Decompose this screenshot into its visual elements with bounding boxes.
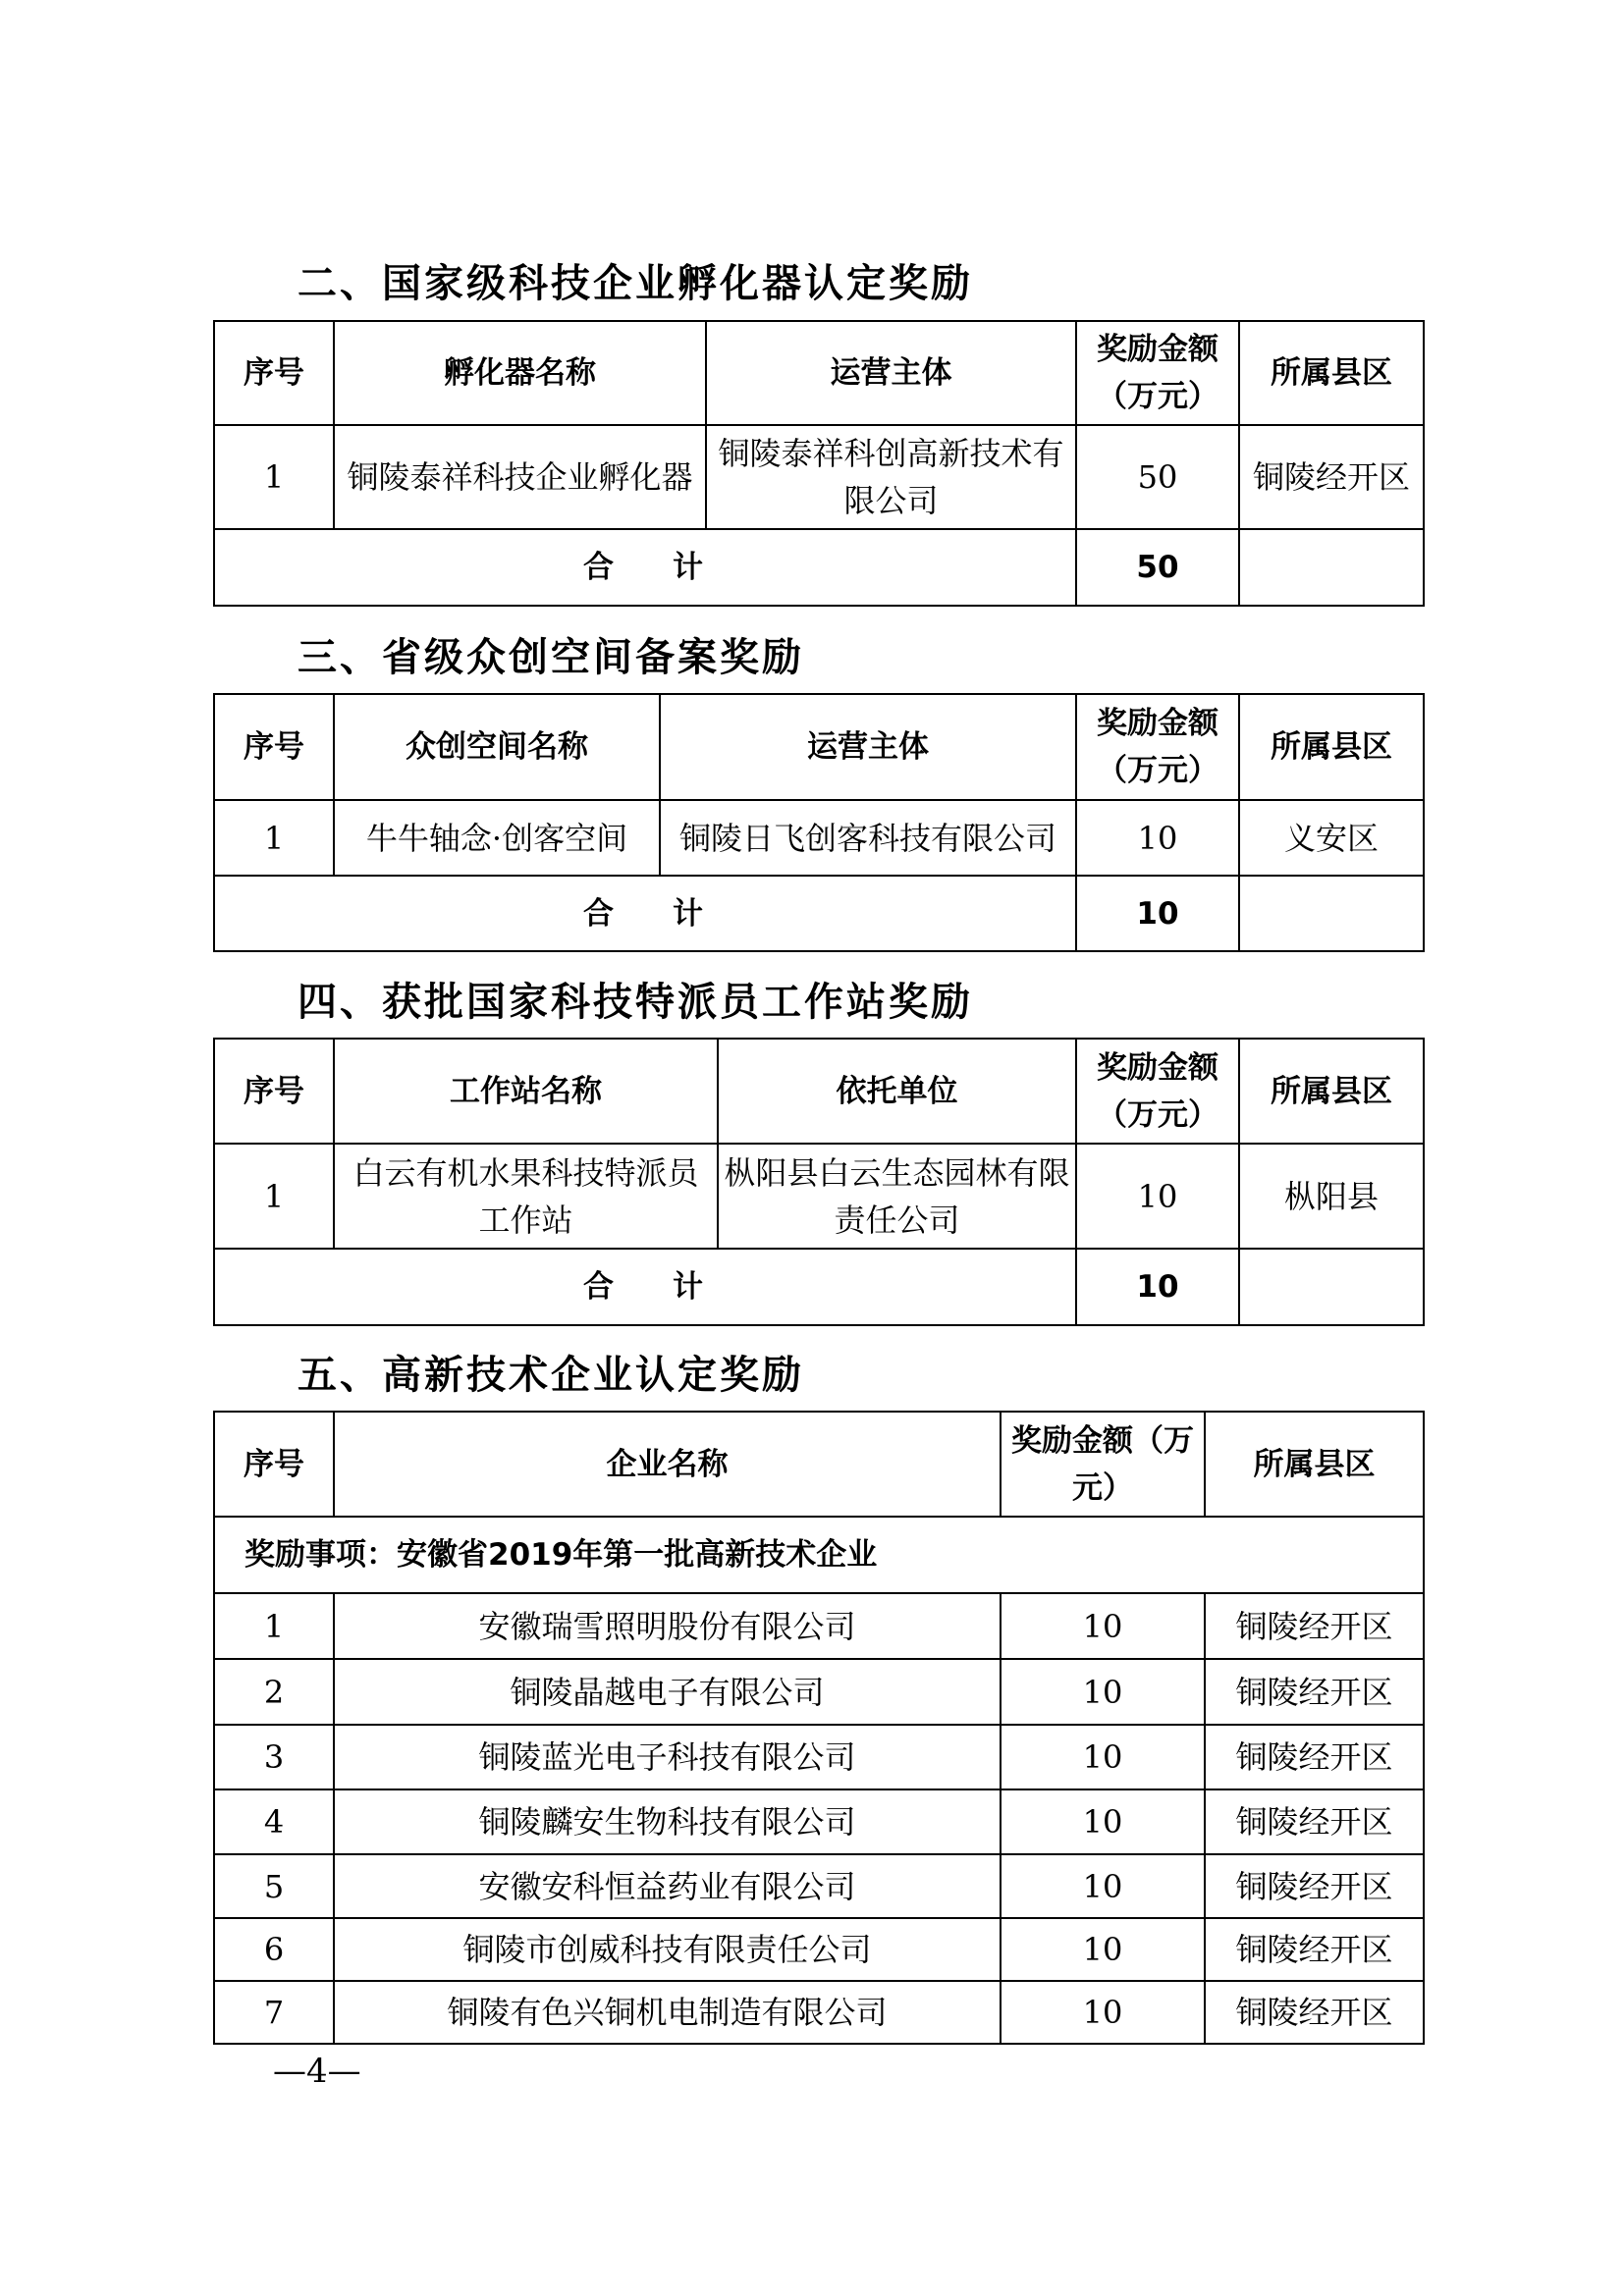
workstation-table <box>213 1038 1425 1326</box>
header-cell: 奖励金额（万元） <box>1076 1039 1239 1144</box>
row-number: 1 <box>214 800 334 876</box>
total-label: 合计 <box>214 529 1076 606</box>
operator-name: 铜陵泰祥科创高新技术有限公司 <box>706 425 1076 529</box>
header-cell: 序号 <box>214 1039 334 1144</box>
section-title-incubator: 二、国家级科技企业孵化器认定奖励 <box>298 261 973 306</box>
district: 铜陵经开区 <box>1205 1918 1424 1981</box>
header-cell: 运营主体 <box>660 694 1076 800</box>
district: 铜陵经开区 <box>1205 1981 1424 2044</box>
maker-space-name: 牛牛轴念·创客空间 <box>334 800 660 876</box>
header-cell: 奖励金额（万元） <box>1076 694 1239 800</box>
header-cell: 众创空间名称 <box>334 694 660 800</box>
table-row <box>214 1659 1424 1725</box>
row-number: 7 <box>214 1981 334 2044</box>
award-amount: 10 <box>1076 1144 1239 1249</box>
row-number: 3 <box>214 1725 334 1789</box>
award-amount: 10 <box>1001 1981 1205 2044</box>
header-cell: 孵化器名称 <box>334 321 706 425</box>
table-header-row <box>214 321 1424 425</box>
row-number: 1 <box>214 1144 334 1249</box>
header-cell: 所属县区 <box>1239 1039 1424 1144</box>
table-row <box>214 1854 1424 1918</box>
header-cell: 序号 <box>214 321 334 425</box>
maker-space-table <box>213 693 1425 952</box>
total-row <box>214 529 1424 606</box>
header-cell: 所属县区 <box>1205 1412 1424 1517</box>
district: 铜陵经开区 <box>1205 1659 1424 1725</box>
total-amount: 50 <box>1076 529 1239 606</box>
incubator-table <box>213 320 1425 607</box>
district: 铜陵经开区 <box>1205 1593 1424 1659</box>
header-cell: 序号 <box>214 694 334 800</box>
row-number: 2 <box>214 1659 334 1725</box>
award-amount: 10 <box>1001 1725 1205 1789</box>
row-number: 1 <box>214 425 334 529</box>
total-amount: 10 <box>1076 876 1239 951</box>
district: 铜陵经开区 <box>1205 1789 1424 1854</box>
district: 铜陵经开区 <box>1205 1854 1424 1918</box>
page-number: —4— <box>273 2052 361 2091</box>
award-matter: 奖励事项：安徽省2019年第一批高新技术企业 <box>214 1517 1424 1593</box>
table-row <box>214 1918 1424 1981</box>
empty-cell <box>1239 1249 1424 1325</box>
award-amount: 10 <box>1001 1593 1205 1659</box>
total-label: 合计 <box>214 1249 1076 1325</box>
header-cell: 序号 <box>214 1412 334 1517</box>
table-header-row <box>214 1412 1424 1517</box>
row-number: 4 <box>214 1789 334 1854</box>
incubator-name: 铜陵泰祥科技企业孵化器 <box>334 425 706 529</box>
award-amount: 10 <box>1001 1854 1205 1918</box>
section-title-maker-space: 三、省级众创空间备案奖励 <box>298 635 804 680</box>
empty-cell <box>1239 529 1424 606</box>
workstation-name: 白云有机水果科技特派员工作站 <box>334 1144 718 1249</box>
header-cell: 所属县区 <box>1239 321 1424 425</box>
operator-name: 铜陵日飞创客科技有限公司 <box>660 800 1076 876</box>
header-cell: 依托单位 <box>718 1039 1076 1144</box>
row-number: 5 <box>214 1854 334 1918</box>
header-cell: 奖励金额（万元） <box>1001 1412 1205 1517</box>
table-row <box>214 1981 1424 2044</box>
district: 义安区 <box>1239 800 1424 876</box>
table-row <box>214 1144 1424 1249</box>
award-amount: 10 <box>1001 1659 1205 1725</box>
district: 枞阳县 <box>1239 1144 1424 1249</box>
table-row <box>214 1789 1424 1854</box>
header-cell: 奖励金额（万元） <box>1076 321 1239 425</box>
total-row <box>214 1249 1424 1325</box>
section-title-high-tech: 五、高新技术企业认定奖励 <box>298 1353 804 1398</box>
company-name: 铜陵麟安生物科技有限公司 <box>334 1789 1001 1854</box>
total-row <box>214 876 1424 951</box>
host-unit: 枞阳县白云生态园林有限责任公司 <box>718 1144 1076 1249</box>
header-cell: 所属县区 <box>1239 694 1424 800</box>
company-name: 铜陵晶越电子有限公司 <box>334 1659 1001 1725</box>
company-name: 安徽瑞雪照明股份有限公司 <box>334 1593 1001 1659</box>
table-header-row <box>214 694 1424 800</box>
header-cell: 企业名称 <box>334 1412 1001 1517</box>
award-amount: 10 <box>1076 800 1239 876</box>
total-label: 合计 <box>214 876 1076 951</box>
company-name: 安徽安科恒益药业有限公司 <box>334 1854 1001 1918</box>
high-tech-table <box>213 1411 1425 2045</box>
award-amount: 50 <box>1076 425 1239 529</box>
header-cell: 工作站名称 <box>334 1039 718 1144</box>
company-name: 铜陵市创威科技有限责任公司 <box>334 1918 1001 1981</box>
empty-cell <box>1239 876 1424 951</box>
company-name: 铜陵有色兴铜机电制造有限公司 <box>334 1981 1001 2044</box>
header-cell: 运营主体 <box>706 321 1076 425</box>
table-row <box>214 1593 1424 1659</box>
table-header-row <box>214 1039 1424 1144</box>
section-title-workstation: 四、获批国家科技特派员工作站奖励 <box>298 980 973 1025</box>
row-number: 6 <box>214 1918 334 1981</box>
row-number: 1 <box>214 1593 334 1659</box>
district: 铜陵经开区 <box>1239 425 1424 529</box>
company-name: 铜陵蓝光电子科技有限公司 <box>334 1725 1001 1789</box>
table-row <box>214 800 1424 876</box>
award-amount: 10 <box>1001 1918 1205 1981</box>
award-amount: 10 <box>1001 1789 1205 1854</box>
district: 铜陵经开区 <box>1205 1725 1424 1789</box>
total-amount: 10 <box>1076 1249 1239 1325</box>
table-row <box>214 425 1424 529</box>
table-row <box>214 1725 1424 1789</box>
award-matter-row <box>214 1517 1424 1593</box>
